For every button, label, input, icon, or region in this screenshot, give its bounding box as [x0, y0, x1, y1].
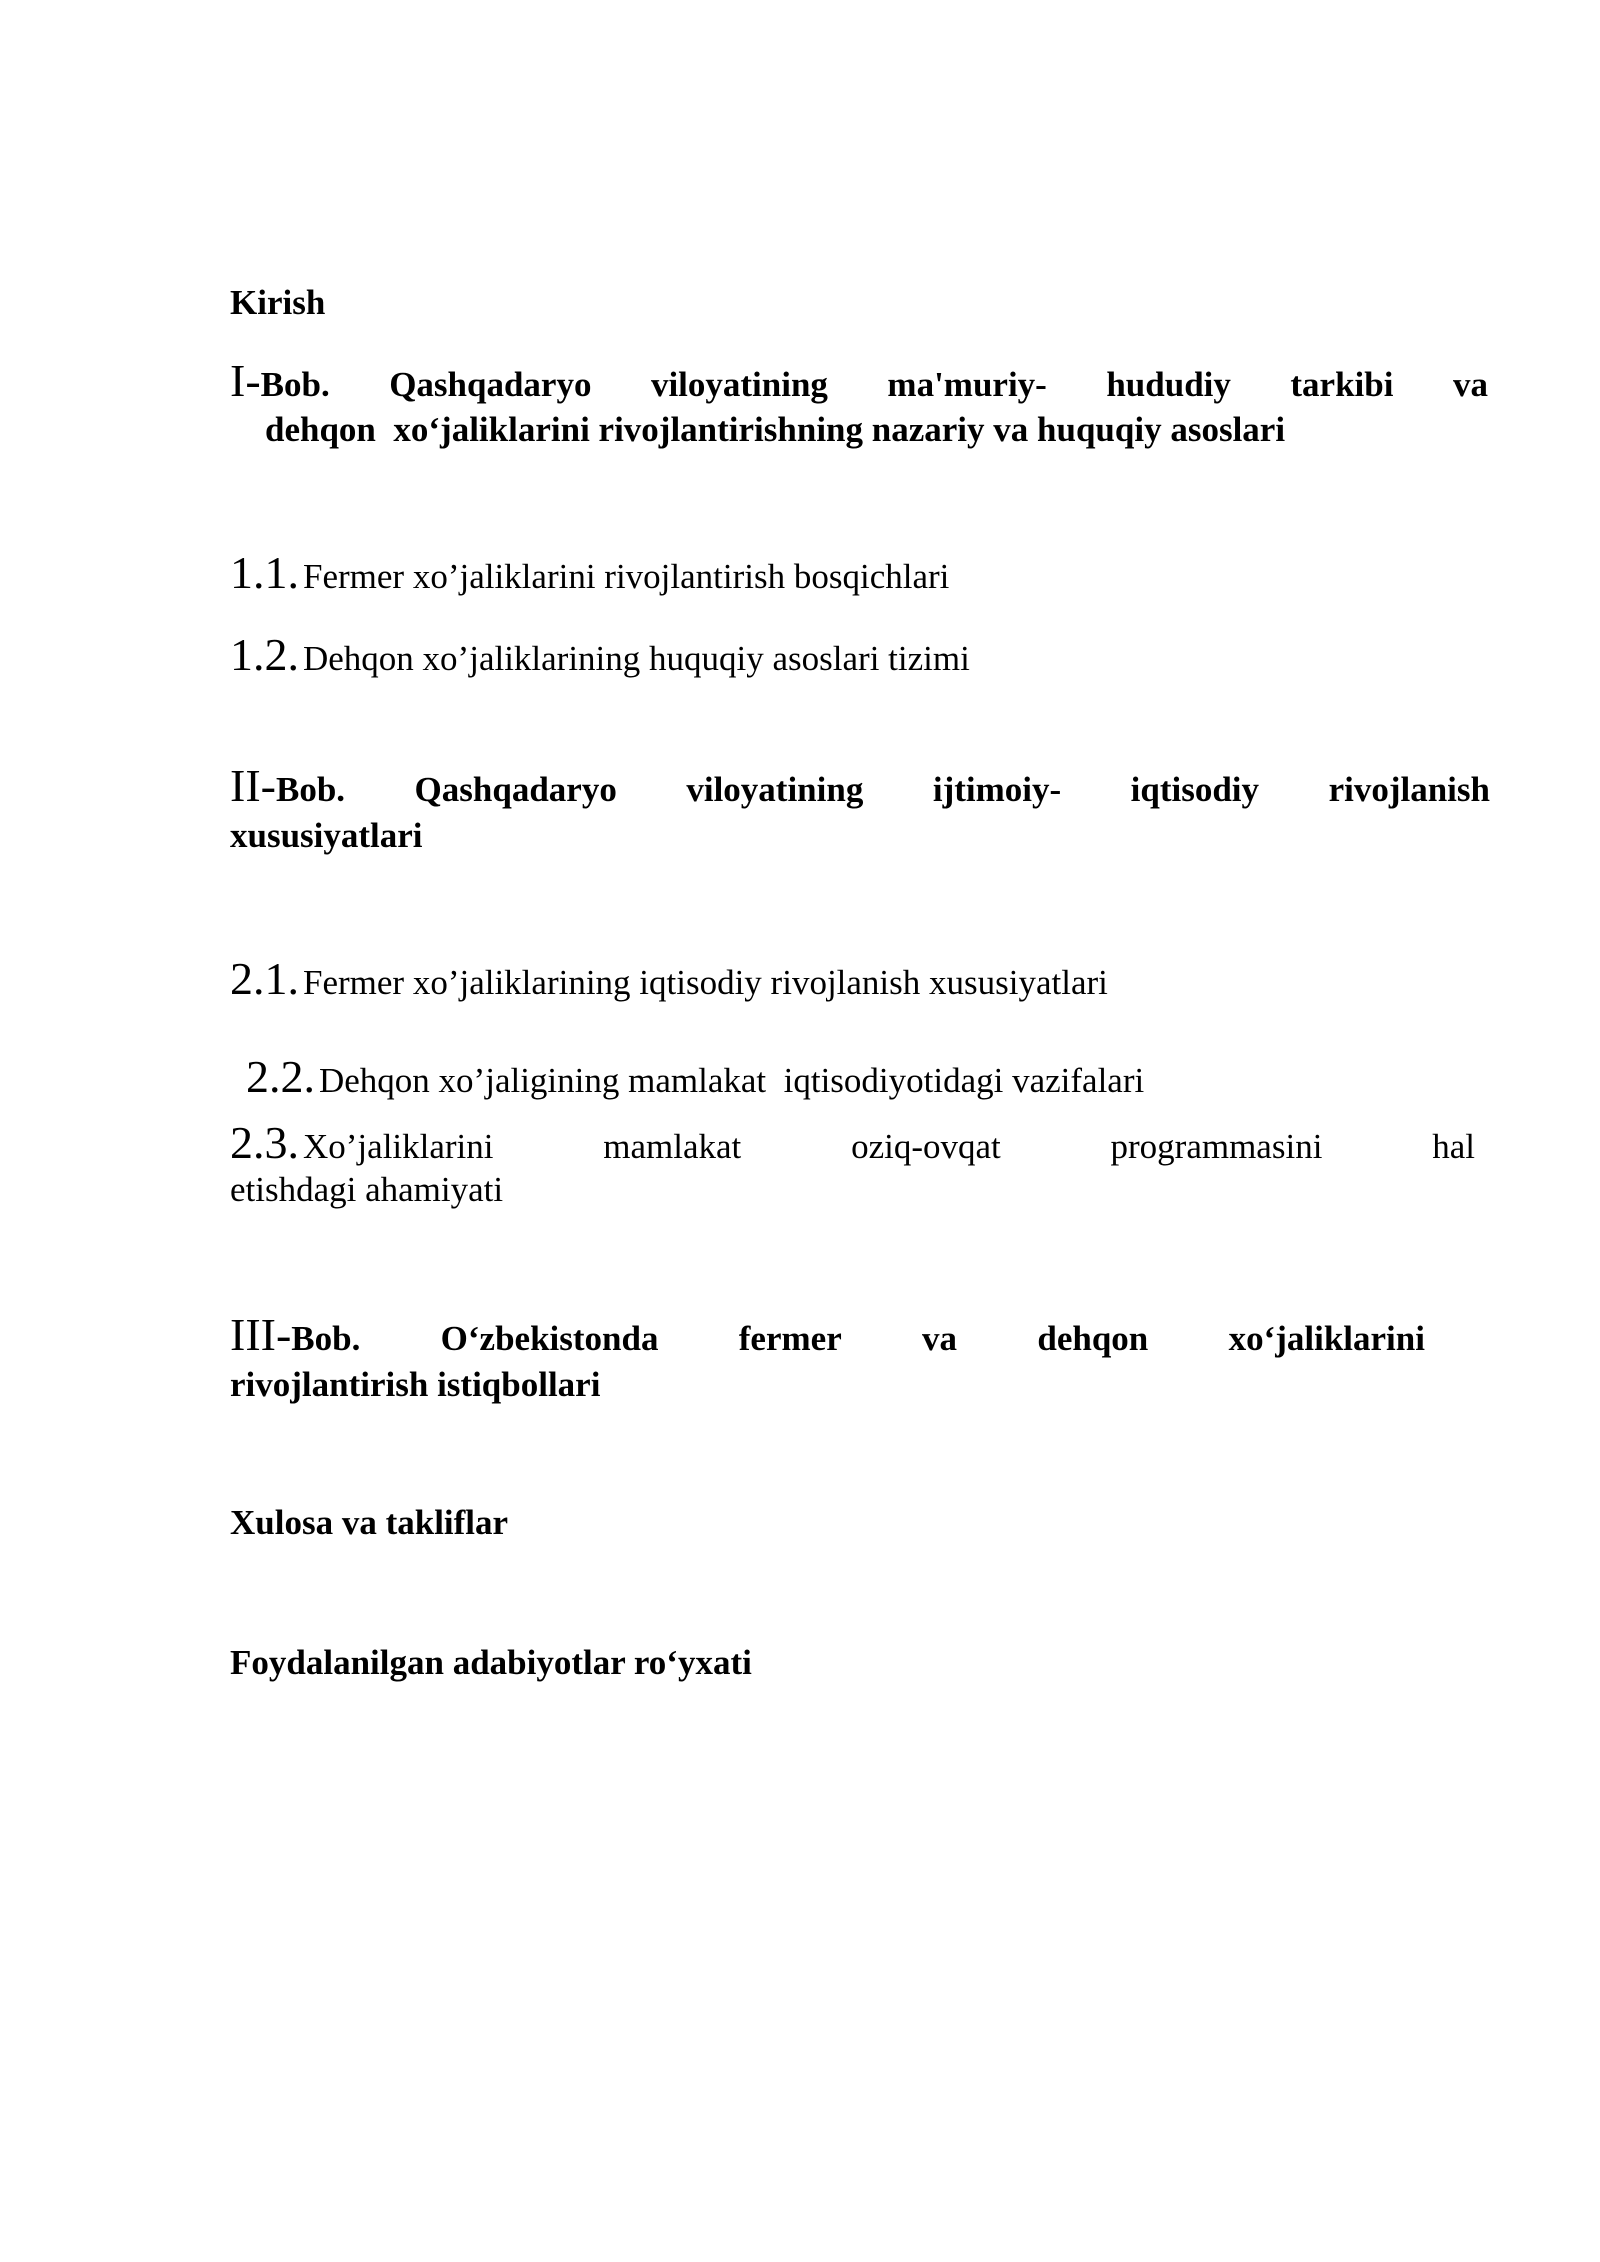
- chapter-3-heading-line1: [230, 1309, 1425, 1360]
- chapter-2-numeral: II-: [230, 760, 276, 811]
- section-1-2-title: Dehqon xo’jaliklarining huquqiy asoslari tizimi: [303, 639, 970, 678]
- chapter-2-word: Bob.: [275, 770, 346, 809]
- section-2-3-start: [230, 1117, 494, 1168]
- chapter-2-heading-line2: xususiyatlari: [230, 816, 423, 855]
- chapter-1-word: Bob.: [260, 365, 330, 404]
- heading-conclusion: Xulosa va takliflar: [230, 1503, 509, 1542]
- section-1-2: [230, 629, 1490, 680]
- chapter-1-heading-line2: dehqon xo‘jaliklarini rivojlantirishning nazariy va huquqiy asoslari: [265, 410, 1286, 449]
- chapter-1-word: hududiy: [1106, 365, 1231, 404]
- section-2-3-word: Xo’jaliklarini: [303, 1127, 494, 1166]
- chapter-3-word: Bob.: [291, 1319, 361, 1358]
- chapter-2-word: Qashqadaryo: [414, 770, 617, 809]
- chapter-1-title-start: [230, 355, 330, 406]
- section-1-2-number: 1.2.: [230, 629, 299, 680]
- section-2-3-word: hal: [1432, 1127, 1475, 1166]
- chapter-2-word: viloyatining: [686, 770, 864, 809]
- chapter-3-word: xo‘jaliklarini: [1228, 1319, 1425, 1358]
- chapter-3-word: O‘zbekistonda: [440, 1319, 659, 1358]
- section-2-1: [230, 953, 1490, 1004]
- heading-intro: Kirish: [230, 283, 326, 322]
- section-2-3-word: oziq-ovqat: [851, 1127, 1001, 1166]
- chapter-1-word: viloyatining: [650, 365, 828, 404]
- section-1-1-number: 1.1.: [230, 547, 299, 598]
- section-2-2-number: 2.2.: [246, 1051, 315, 1102]
- chapter-3-numeral: III-: [230, 1309, 292, 1360]
- section-2-3-word: mamlakat: [603, 1127, 742, 1166]
- chapter-2-heading-line1: [230, 760, 1490, 811]
- chapter-1-numeral: I-: [230, 355, 261, 406]
- chapter-3-word: dehqon: [1037, 1319, 1149, 1358]
- chapter-3-word: fermer: [738, 1319, 842, 1358]
- chapter-2-word: ijtimoiy-: [932, 770, 1062, 809]
- section-2-3-number: 2.3.: [230, 1117, 299, 1168]
- chapter-2-word: rivojlanish: [1328, 770, 1490, 809]
- section-1-1-title: Fermer xo’jaliklarini rivojlantirish bosqichlari: [303, 557, 950, 596]
- section-2-1-number: 2.1.: [230, 953, 299, 1004]
- section-2-2: [230, 1038, 1490, 1116]
- chapter-1-word: tarkibi: [1290, 365, 1394, 404]
- section-2-3-word: programmasini: [1110, 1127, 1323, 1166]
- section-2-3-line1: [230, 1117, 1475, 1168]
- chapter-1-heading-line1: [230, 355, 1488, 406]
- chapter-1-word: va: [1452, 365, 1488, 404]
- chapter-3-heading-line2: rivojlantirish istiqbollari: [230, 1365, 601, 1404]
- chapter-1-word: ma'muriy-: [887, 365, 1047, 404]
- section-1-1: [230, 547, 1490, 598]
- chapter-1-word: Qashqadaryo: [389, 365, 592, 404]
- chapter-2-word: iqtisodiy: [1130, 770, 1260, 809]
- heading-references: Foydalanilgan adabiyotlar ro‘yxati: [230, 1643, 752, 1682]
- section-2-1-title: Fermer xo’jaliklarining iqtisodiy rivojlanish xususiyatlari: [303, 963, 1108, 1002]
- chapter-3-title-start: [230, 1309, 361, 1360]
- section-2-2-title: Dehqon xo’jaligining mamlakat iqtisodiyotidagi vazifalari: [319, 1061, 1145, 1100]
- section-2-3-line2: etishdagi ahamiyati: [230, 1170, 504, 1209]
- chapter-3-word: va: [922, 1319, 958, 1358]
- chapter-2-title-start: [230, 760, 346, 811]
